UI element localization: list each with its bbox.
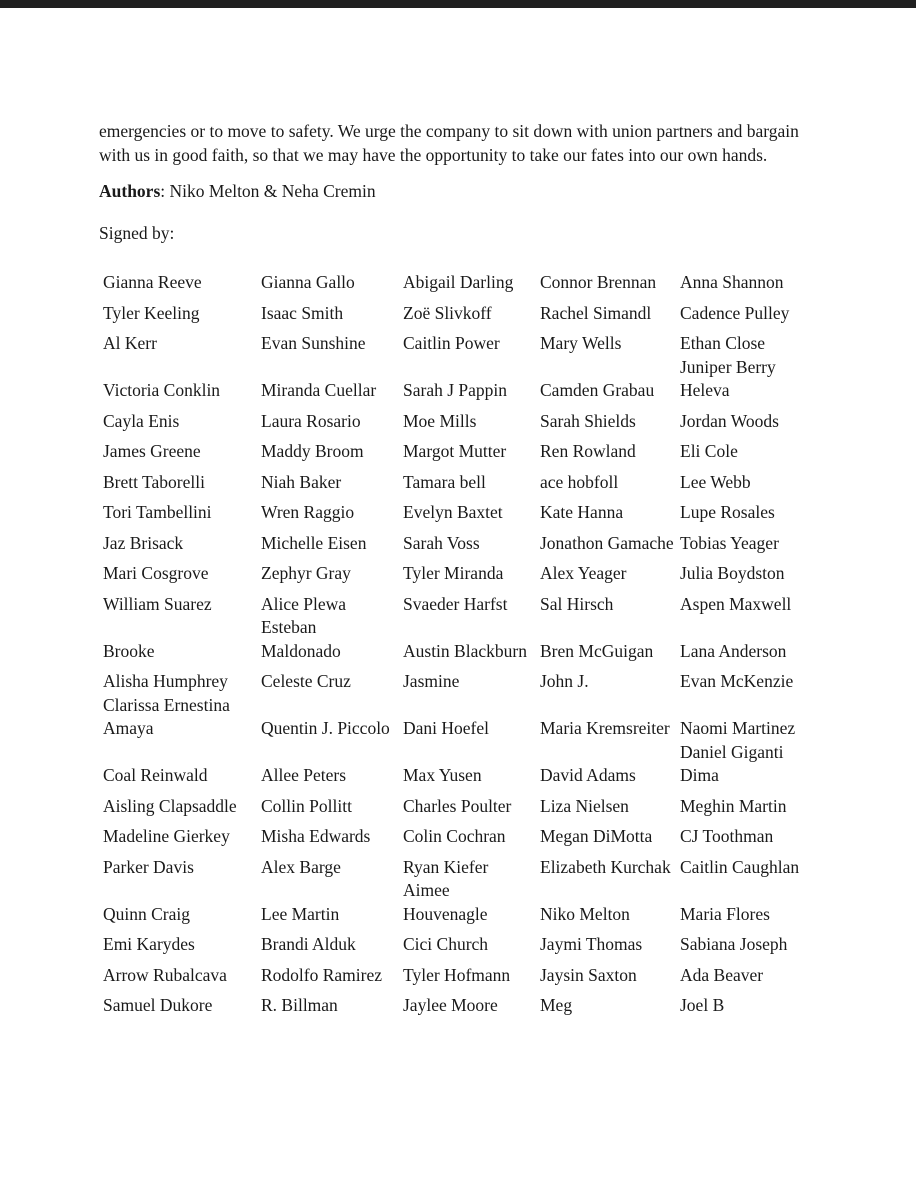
signatory-name: Cadence Pulley: [680, 302, 790, 323]
signatories-table: [100, 264, 824, 1018]
signatory-name: Arrow Rubalcava: [103, 964, 227, 985]
signatory-name: Colin Cochran: [403, 826, 506, 846]
signatory-row: [100, 694, 824, 741]
signatory-name: Cayla Enis: [103, 410, 180, 431]
signatory-name: Cici Church: [403, 934, 489, 954]
signatory-row: [100, 295, 824, 326]
signatory-name: Ren Rowland: [540, 441, 636, 461]
signatory-name: Maria Kremsreiter: [540, 718, 670, 738]
signatory-name: Evan McKenzie: [680, 671, 794, 691]
signatory-name: Lee Webb: [680, 471, 751, 492]
signatory-name: Esteban Maldonado: [261, 617, 341, 661]
signatory-name: Quinn Craig: [103, 903, 191, 924]
signatory-name: Gianna Gallo: [261, 272, 355, 292]
signatory-name: Emi Karydes: [103, 934, 195, 954]
signatory-name: Svaeder Harfst: [403, 593, 508, 614]
signatory-name: Al Kerr: [103, 333, 157, 353]
signatory-name: Isaac Smith: [261, 302, 344, 323]
signatory-name: Jaz Brisack: [103, 532, 184, 553]
signatory-name: Miranda Cuellar: [261, 380, 377, 400]
signatory-name: Celeste Cruz: [261, 671, 351, 691]
signatory-name: Victoria Conklin: [103, 380, 221, 400]
signatory-row: [100, 987, 824, 1018]
signatory-row: [100, 356, 824, 403]
signatory-name: John J.: [540, 671, 589, 691]
authors-names: : Niko Melton & Neha Cremin: [160, 181, 376, 201]
signatory-name: Max Yusen: [403, 765, 482, 785]
signatory-name: Zephyr Gray: [261, 563, 351, 583]
signatory-row: [100, 403, 824, 434]
signatory-name: Julia Boydston: [680, 563, 785, 583]
signatory-name: Quentin J. Piccolo: [261, 718, 390, 738]
signatory-row: [100, 788, 824, 819]
signatory-name: Eli Cole: [680, 441, 738, 461]
signatory-name: Maddy Broom: [261, 441, 364, 461]
signatory-name: Mary Wells: [540, 333, 622, 353]
signatory-name: Aspen Maxwell: [680, 593, 792, 614]
signatory-name: Michelle Eisen: [261, 532, 367, 553]
authors-line: [99, 179, 829, 203]
signatory-name: ace hobfoll: [540, 471, 619, 492]
signatory-name: Collin Pollitt: [261, 795, 352, 816]
signatory-name: Alex Yeager: [540, 563, 627, 583]
signatory-name: Laura Rosario: [261, 410, 361, 431]
signatory-name: Sarah J Pappin: [403, 380, 508, 400]
signatory-name: Brett Taborelli: [103, 471, 205, 492]
signatory-name: Abigail Darling: [403, 272, 514, 292]
signatory-name: Brandi Alduk: [261, 934, 356, 954]
signatory-name: Aisling Clapsaddle: [103, 795, 237, 816]
signatory-row: [100, 464, 824, 495]
signatory-row: [100, 264, 824, 295]
signatory-name: Tori Tambellini: [103, 502, 212, 522]
body-paragraph: emergencies or to move to safety. We urge the company to sit down with union partners and bargain with us in good faith, so that we may have the opportunity to take our fates into our own hands.: [99, 121, 799, 165]
signatory-name: Sal Hirsch: [540, 593, 614, 614]
signatory-name: Lana Anderson: [680, 640, 787, 661]
signatory-name: Anna Shannon: [680, 272, 784, 292]
signatory-row: [100, 879, 824, 926]
authors-label: Authors: [99, 181, 161, 201]
signatory-name: Clarissa Ernestina Amaya: [103, 694, 230, 738]
signatory-name: Juniper Berry Heleva: [680, 356, 776, 400]
signatory-name: Coal Reinwald: [103, 765, 208, 785]
signatory-row: [100, 926, 824, 957]
signatory-name: R. Billman: [261, 995, 338, 1015]
document-page: [99, 119, 829, 1018]
signatory-row: [100, 663, 824, 694]
signatory-name: Caitlin Power: [403, 333, 500, 353]
signatory-name: Megan DiMotta: [540, 826, 653, 846]
signatory-name: Misha Edwards: [261, 826, 371, 846]
signatory-name: Brooke: [103, 640, 155, 661]
signatory-row: [100, 741, 824, 788]
signatory-name: Madeline Gierkey: [103, 826, 230, 846]
signatory-name: Tyler Hofmann: [403, 964, 511, 985]
signatory-name: Ryan Kiefer: [403, 856, 489, 877]
signatory-name: Meghin Martin: [680, 795, 787, 816]
signatory-name: Dani Hoefel: [403, 718, 490, 738]
signatory-name: William Suarez: [103, 593, 212, 614]
signatory-name: Lee Martin: [261, 903, 340, 924]
signatory-name: Joel B: [680, 995, 725, 1015]
signatory-name: Samuel Dukore: [103, 995, 213, 1015]
signatory-name: Alex Barge: [261, 856, 341, 877]
signatory-name: Caitlin Caughlan: [680, 856, 800, 877]
signatory-name: David Adams: [540, 765, 636, 785]
signatory-name: Jaysin Saxton: [540, 964, 637, 985]
signatory-name: CJ Toothman: [680, 826, 774, 846]
signatory-name: Moe Mills: [403, 410, 477, 431]
signatory-name: Camden Grabau: [540, 380, 655, 400]
signatory-name: Bren McGuigan: [540, 640, 654, 661]
signatory-name: Evelyn Baxtet: [403, 502, 503, 522]
signatory-name: Charles Poulter: [403, 795, 512, 816]
signatory-name: Jasmine: [403, 671, 460, 691]
signatory-name: Niko Melton: [540, 903, 630, 924]
signatory-name: Jordan Woods: [680, 410, 779, 431]
signatory-name: Alice Plewa: [261, 593, 347, 614]
signatory-name: Daniel Giganti Dima: [680, 741, 784, 785]
signatory-name: Mari Cosgrove: [103, 563, 209, 583]
signatory-name: Maria Flores: [680, 903, 770, 924]
signatory-row: [100, 494, 824, 525]
signatory-name: Kate Hanna: [540, 502, 624, 522]
signatory-name: Connor Brennan: [540, 272, 657, 292]
signatory-row: [100, 325, 824, 356]
signatory-name: Sabiana Joseph: [680, 934, 788, 954]
signatory-name: Sarah Shields: [540, 410, 636, 431]
signatory-row: [100, 555, 824, 586]
signatory-name: Niah Baker: [261, 471, 342, 492]
signatory-row: [100, 586, 824, 617]
signatory-name: Zoë Slivkoff: [403, 302, 492, 323]
signatory-name: Tobias Yeager: [680, 532, 779, 553]
signatory-name: Rachel Simandl: [540, 302, 652, 323]
signatory-name: Liza Nielsen: [540, 795, 629, 816]
signatory-name: Wren Raggio: [261, 502, 355, 522]
signatory-name: James Greene: [103, 441, 201, 461]
signatory-name: Sarah Voss: [403, 532, 480, 553]
signatory-name: Tyler Miranda: [403, 563, 504, 583]
signatory-row: [100, 849, 824, 880]
signatory-row: [100, 818, 824, 849]
signatory-name: Parker Davis: [103, 856, 194, 877]
signed-by-heading: Signed by:: [99, 223, 175, 243]
signatory-row: [100, 616, 824, 663]
signatory-name: Jaylee Moore: [403, 995, 498, 1015]
signatory-name: Allee Peters: [261, 765, 347, 785]
top-bar: [0, 0, 916, 8]
signatory-name: Tyler Keeling: [103, 302, 200, 323]
signatory-name: Jaymi Thomas: [540, 934, 643, 954]
signatory-name: Elizabeth Kurchak: [540, 856, 671, 877]
signatory-name: Gianna Reeve: [103, 272, 202, 292]
signatory-name: Rodolfo Ramirez: [261, 964, 383, 985]
signatory-name: Aimee Houvenagle: [403, 880, 488, 924]
signatory-name: Alisha Humphrey: [103, 671, 228, 691]
signatory-name: Lupe Rosales: [680, 502, 775, 522]
signatory-name: Tamara bell: [403, 471, 486, 492]
signatory-name: Austin Blackburn: [403, 640, 527, 661]
signatory-name: Meg: [540, 995, 573, 1015]
signatory-row: [100, 957, 824, 988]
signatory-name: Jonathon Gamache: [540, 532, 674, 553]
signatory-name: Evan Sunshine: [261, 333, 366, 353]
signatory-name: Naomi Martinez: [680, 718, 796, 738]
signatory-row: [100, 433, 824, 464]
signatory-name: Ethan Close: [680, 333, 766, 353]
signatory-row: [100, 525, 824, 556]
signatory-name: Ada Beaver: [680, 964, 764, 985]
signatory-name: Margot Mutter: [403, 441, 507, 461]
